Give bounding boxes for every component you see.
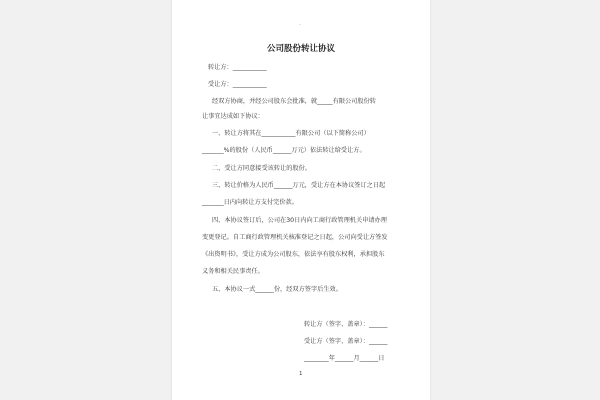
document-title: 公司股份转让协议 — [266, 44, 335, 54]
clause-4-line-1: 四、本协议签订后，公司在30日内向工商行政管理机关申请办理 — [212, 217, 387, 224]
clause-4-line-2: 变更登记。自工商行政管理机关核准登记之日起，公司向受让方签发 — [202, 234, 388, 241]
party-transferor-line: 转让方：___________ — [208, 64, 267, 71]
clause-2-line: 二、受让方同意接受该转让的股份。 — [212, 165, 311, 172]
document-page — [172, 0, 430, 400]
clause-1-line-2: _______%的股份（人民币______万元）依法转让给受让方。 — [202, 147, 366, 154]
signature-date-line: ________年______月______日 — [304, 355, 385, 362]
party-transferee-line: 受让方：___________ — [208, 81, 267, 88]
clause-1-line-1: 一、转让方将其在___________有限公司（以下简称公司） — [212, 130, 370, 137]
page-number: 1 — [299, 371, 303, 377]
clause-3-line-1: 三、转让价格为人民币______万元，受让方在本协议签订之日起 — [212, 182, 386, 189]
top-mark: · — [299, 22, 301, 29]
clause-3-line-2: _______日内向转让方支付完价款。 — [202, 199, 298, 206]
intro-line-2: 让事宜达成如下协议： — [202, 113, 264, 120]
intro-line-1: 经双方协商，并经公司股东会批准，就_____有限公司股份转 — [212, 98, 376, 105]
transferor-signature-line: 转让方（签字、盖章）：______ — [304, 321, 388, 328]
transferee-signature-line: 受让方（签字、盖章）：______ — [304, 338, 388, 345]
clause-4-line-3: 《出资明书》，受让方成为公司股东，依法享有股东权利，承担股东 — [202, 251, 385, 258]
clause-4-line-4: 义务和相关民事责任。 — [202, 268, 264, 275]
clause-5-line: 五、本协议一式______份，经双方签字后生效。 — [212, 286, 342, 293]
